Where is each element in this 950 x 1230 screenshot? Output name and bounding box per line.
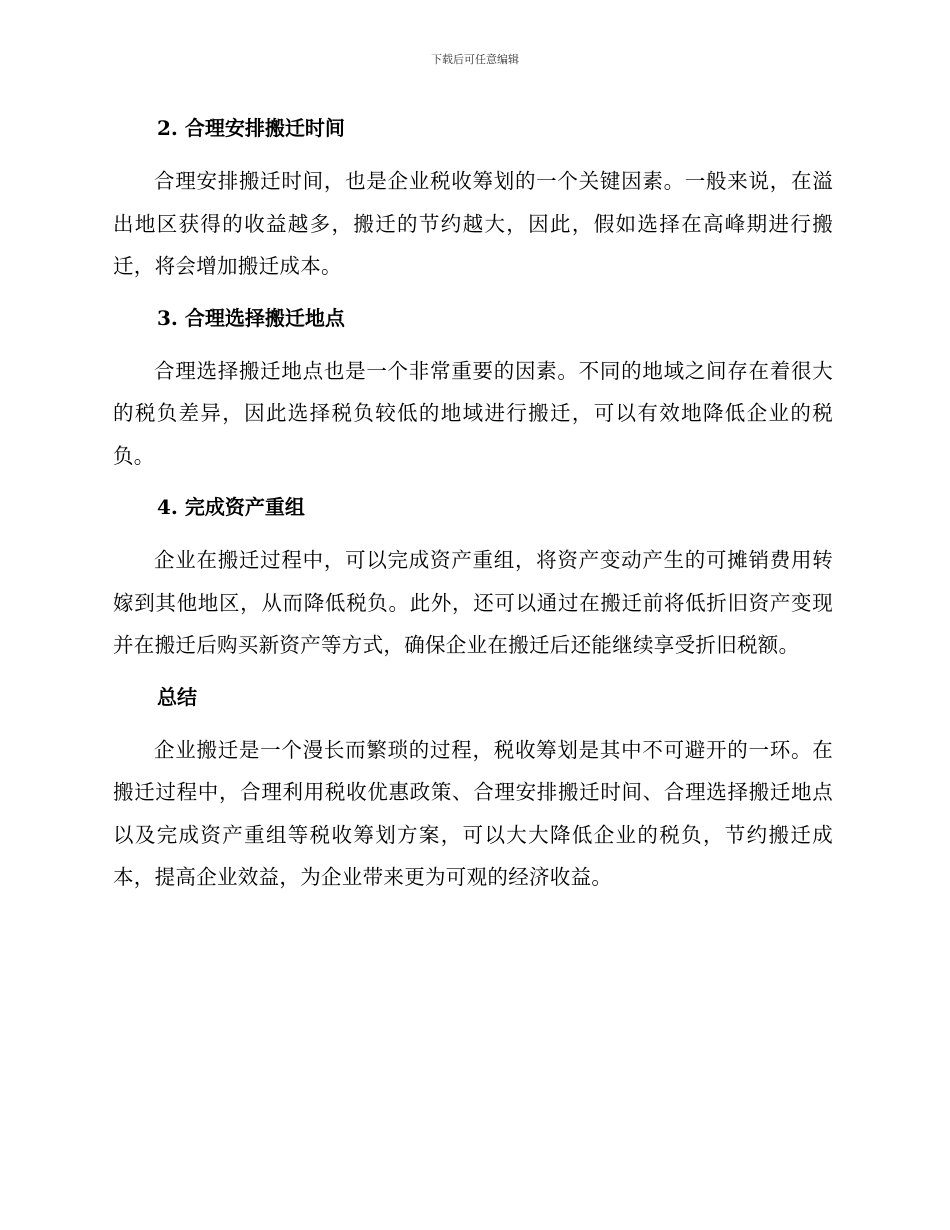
section-paragraph: 合理安排搬迁时间，也是企业税收筹划的一个关键因素。一般来说，在溢出地区获得的收益越多，搬迁的节约越大，因此，假如选择在高峰期进行搬迁，将会增加搬迁成本。	[113, 169, 833, 278]
section-heading: 4. 完成资产重组	[157, 495, 305, 519]
section-paragraph: 企业在搬迁过程中，可以完成资产重组，将资产变动产生的可摊销费用转嫁到其他地区，从而降低税负。此外，还可以通过在搬迁前将低折旧资产变现并在搬迁后购买新资产等方式，确保企业在搬迁后还能继续享受折旧税额。	[113, 548, 833, 657]
section-paragraph: 合理选择搬迁地点也是一个非常重要的因素。不同的地域之间存在着很大的税负差异，因此选择税负较低的地域进行搬迁，可以有效地降低企业的税负。	[113, 358, 833, 468]
section-heading: 2. 合理安排搬迁时间	[157, 116, 345, 140]
section-heading: 3. 合理选择搬迁地点	[157, 305, 345, 330]
section-heading: 总结	[157, 684, 197, 709]
section-choose-location	[113, 298, 833, 478]
section-paragraph: 企业搬迁是一个漫长而繁琐的过程，税收筹划是其中不可避开的一环。在搬迁过程中，合理利用税收优惠政策、合理安排搬迁时间、合理选择搬迁地点以及完成资产重组等税收筹划方案，可以大大降低企业的税负，节约搬迁成本，提高企业效益，为企业带来更为可观的经济收益。	[113, 737, 833, 889]
document-body	[113, 108, 833, 909]
section-asset-restructuring	[113, 487, 833, 667]
section-arrange-time	[113, 108, 833, 288]
page-header: 下载后可任意编辑	[431, 53, 519, 66]
section-summary	[113, 677, 833, 899]
